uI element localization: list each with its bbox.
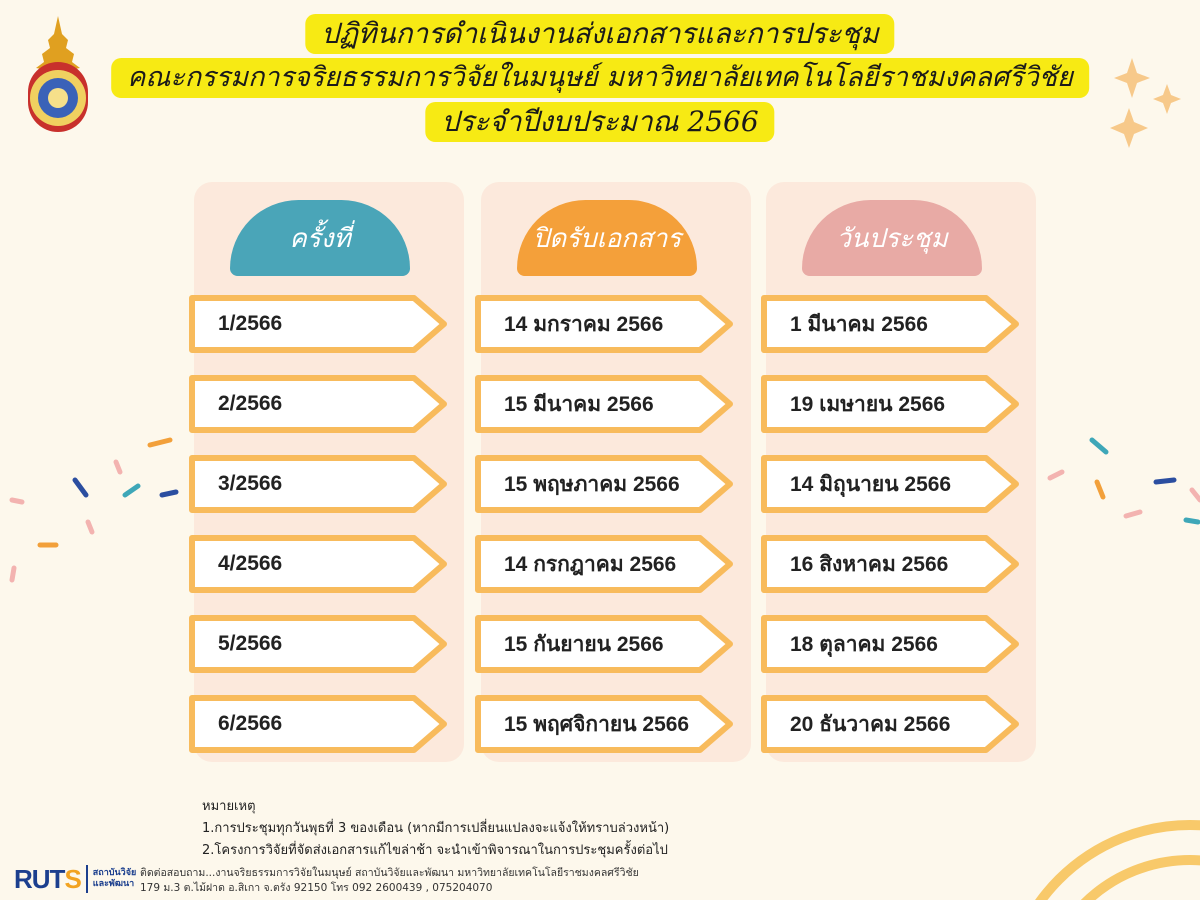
round-column-header: ครั้งที่ <box>230 200 410 276</box>
deadline-row <box>474 294 736 354</box>
meeting-row <box>760 614 1022 674</box>
deadline-row <box>474 694 736 754</box>
round-row <box>188 534 450 594</box>
round-row-label: 5/2566 <box>218 632 283 655</box>
sparkle-icon <box>1110 58 1181 148</box>
institute-line-2: และพัฒนา <box>92 879 135 889</box>
meeting-row <box>760 294 1022 354</box>
deadline-row-label: 15 พฤศจิกายน 2566 <box>504 712 690 736</box>
title-line-2: คณะกรรมการจริยธรรมการวิจัยในมนุษย์ มหาวิทยาลัยเทคโนโลยีราชมงคลศรีวิชัย <box>111 58 1089 98</box>
institute-line-1: สถาบันวิจัย <box>92 868 137 878</box>
logo-separator <box>86 865 88 893</box>
round-row-label: 2/2566 <box>218 392 283 415</box>
meeting-row-label: 20 ธันวาคม 2566 <box>790 712 951 736</box>
round-row-label: 1/2566 <box>218 312 283 335</box>
round-row <box>188 294 450 354</box>
meeting-row <box>760 454 1022 514</box>
deadline-column-header: ปิดรับเอกสาร <box>517 200 697 276</box>
deadline-row-label: 15 พฤษภาคม 2566 <box>504 472 680 496</box>
ruts-logo-text-a: RUT <box>14 863 65 894</box>
meeting-row-label: 1 มีนาคม 2566 <box>790 312 928 336</box>
notes-heading: หมายเหตุ <box>202 799 256 814</box>
deadline-row-label: 15 มีนาคม 2566 <box>504 392 654 416</box>
meeting-row <box>760 694 1022 754</box>
meeting-row-label: 19 เมษายน 2566 <box>790 392 946 416</box>
meeting-row-label: 14 มิถุนายน 2566 <box>790 472 952 496</box>
notes-item-2: 2.โครงการวิจัยที่จัดส่งเอกสารแก้ไขล่าช้า จะนำเข้าพิจารณาในการประชุมครั้งต่อไป <box>202 843 668 858</box>
round-row-label: 6/2566 <box>218 712 283 735</box>
deadline-row-label: 14 กรกฎาคม 2566 <box>504 552 677 576</box>
confetti-left <box>12 440 176 580</box>
ruts-logo-text <box>14 864 81 895</box>
confetti-right <box>1050 440 1200 522</box>
deadline-row-label: 15 กันยายน 2566 <box>504 632 664 656</box>
title-line-3: ประจำปีงบประมาณ 2566 <box>425 102 774 142</box>
round-row <box>188 454 450 514</box>
deadline-row <box>474 374 736 434</box>
round-row-label: 4/2566 <box>218 552 283 575</box>
meeting-row <box>760 374 1022 434</box>
meeting-column-header: วันประชุม <box>802 200 982 276</box>
round-row <box>188 694 450 754</box>
title-line-1: ปฏิทินการดำเนินงานส่งเอกสารและการประชุม <box>305 14 894 54</box>
deadline-row-label: 14 มกราคม 2566 <box>504 312 664 336</box>
deadline-row <box>474 614 736 674</box>
deadline-row <box>474 534 736 594</box>
ruts-logo-text-b: S <box>64 863 81 894</box>
notes <box>202 796 669 862</box>
meeting-row <box>760 534 1022 594</box>
round-row <box>188 374 450 434</box>
meeting-row-label: 18 ตุลาคม 2566 <box>790 632 938 656</box>
contact-line-2: 179 ม.3 ต.ไม้ฝาด อ.สิเกา จ.ตรัง 92150 โทร 092 2600439 , 075204070 <box>140 882 493 894</box>
university-seal-icon <box>22 14 94 136</box>
round-row <box>188 614 450 674</box>
institute-name <box>93 868 136 890</box>
deadline-row <box>474 454 736 514</box>
contact-info <box>140 866 639 896</box>
contact-line-1: ติดต่อสอบถาม...งานจริยธรรมการวิจัยในมนุษย์ สถาบันวิจัยและพัฒนา มหาวิทยาลัยเทคโนโลยีราชมงคลศรีวิชัย <box>140 867 639 879</box>
round-row-label: 3/2566 <box>218 472 283 495</box>
ruts-logo <box>14 864 136 894</box>
corner-rings <box>1005 825 1200 900</box>
meeting-row-label: 16 สิงหาคม 2566 <box>790 552 949 576</box>
notes-item-1: 1.การประชุมทุกวันพุธที่ 3 ของเดือน (หากมีการเปลี่ยนแปลงจะแจ้งให้ทราบล่วงหน้า) <box>202 821 670 836</box>
